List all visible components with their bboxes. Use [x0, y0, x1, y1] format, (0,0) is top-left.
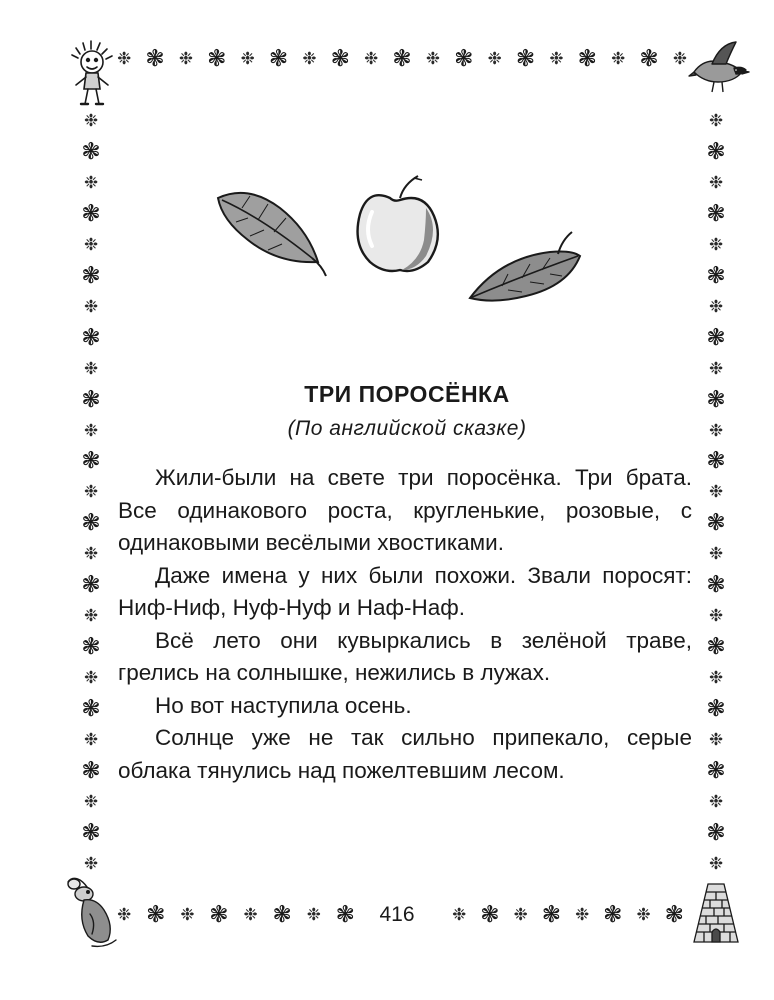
- snowflake-icon: ❉: [708, 296, 724, 317]
- leaf-icon: [470, 232, 580, 301]
- snowflake-icon: ❃: [330, 46, 350, 72]
- snowflake-icon: ❉: [708, 420, 724, 441]
- leaf-icon: [218, 193, 326, 276]
- snowflake-icon: ❉: [708, 668, 724, 689]
- snowflake-icon: ❉: [513, 905, 528, 925]
- stone-hut-icon: [690, 882, 742, 944]
- snowflake-icon: ❉: [708, 606, 724, 627]
- story-text: [118, 462, 692, 787]
- snowflake-icon: ❃: [664, 902, 684, 928]
- snowflake-icon: ❃: [706, 819, 726, 846]
- page-number: 416: [379, 903, 415, 926]
- snowflake-icon: ❃: [81, 324, 101, 351]
- snowflake-icon: ❃: [639, 46, 659, 72]
- snowflake-icon: ❃: [81, 819, 101, 846]
- snowflake-icon: ❉: [240, 49, 255, 69]
- snowflake-icon: ❉: [83, 791, 99, 812]
- snowflake-icon: ❉: [302, 49, 317, 69]
- snowflake-icon: ❃: [706, 572, 726, 599]
- snowflake-icon: ❉: [83, 668, 99, 689]
- snowflake-icon: ❃: [706, 448, 726, 475]
- right-ornament-border: [703, 113, 729, 873]
- snowflake-icon: ❉: [574, 905, 590, 925]
- snowflake-icon: ❃: [81, 448, 101, 475]
- apple-icon: [358, 176, 438, 271]
- snowflake-icon: ❉: [708, 544, 724, 565]
- snowflake-icon: ❉: [708, 853, 724, 874]
- snowflake-icon: ❉: [83, 172, 99, 193]
- bottom-right-ornament-border: [452, 904, 684, 927]
- snowflake-icon: ❉: [83, 111, 99, 131]
- story-subtitle: (По английской сказке): [287, 417, 527, 440]
- snowflake-icon: ❉: [549, 49, 564, 69]
- snowflake-icon: ❉: [708, 358, 724, 379]
- snowflake-icon: ❉: [364, 49, 379, 69]
- snowflake-icon: ❃: [145, 46, 165, 72]
- snowflake-icon: ❉: [83, 544, 99, 565]
- snowflake-icon: ❉: [83, 730, 99, 751]
- snowflake-icon: ❉: [178, 49, 193, 69]
- snowflake-icon: ❉: [452, 905, 467, 925]
- snowflake-icon: ❉: [708, 111, 724, 131]
- snowflake-icon: ❃: [209, 902, 229, 928]
- snowflake-icon: ❃: [268, 46, 289, 72]
- story-title: ТРИ ПОРОСЁНКА: [304, 381, 510, 407]
- snowflake-icon: ❉: [180, 905, 195, 925]
- snowflake-icon: ❃: [81, 138, 101, 165]
- bottom-left-ornament-border: [117, 904, 355, 927]
- snowflake-icon: ❃: [480, 902, 500, 928]
- snowflake-icon: ❉: [243, 905, 258, 925]
- snowflake-icon: ❃: [335, 902, 355, 928]
- snowflake-icon: ❃: [706, 138, 726, 165]
- snowflake-icon: ❃: [146, 902, 166, 928]
- snowflake-icon: ❉: [708, 791, 724, 812]
- snowflake-icon: ❉: [306, 905, 321, 925]
- snowflake-icon: ❃: [81, 386, 101, 413]
- left-ornament-border: [78, 113, 104, 873]
- snowflake-icon: ❃: [577, 46, 597, 72]
- snowflake-icon: ❃: [207, 46, 227, 72]
- snowflake-icon: ❃: [81, 510, 101, 537]
- snowflake-icon: ❃: [603, 902, 623, 928]
- top-ornament-border: [117, 48, 687, 71]
- snowflake-icon: ❉: [708, 482, 724, 503]
- snowflake-icon: ❃: [706, 386, 726, 413]
- story-paragraph: Солнце уже не так сильно припекало, серые облака тянулись над пожелтевшим лесом.: [118, 725, 692, 783]
- snowflake-icon: ❉: [117, 905, 132, 925]
- mouse-icon: [62, 872, 120, 950]
- snowflake-icon: ❉: [636, 905, 651, 925]
- snowflake-icon: ❃: [392, 46, 412, 72]
- snowflake-icon: ❃: [272, 902, 292, 928]
- snowflake-icon: ❉: [117, 49, 132, 69]
- snowflake-icon: ❃: [454, 46, 474, 72]
- snowflake-icon: ❉: [83, 482, 99, 503]
- snowflake-icon: ❃: [541, 902, 561, 928]
- story-paragraph: Жили-были на свете три поросёнка. Три брата. Все одинакового роста, кругленькие, розовые, с одинаковыми весёлыми хвостиками.: [118, 465, 692, 555]
- boy-figure-icon: [66, 40, 118, 110]
- snowflake-icon: ❃: [81, 758, 101, 785]
- snowflake-icon: ❃: [706, 510, 726, 537]
- snowflake-icon: ❃: [81, 262, 101, 289]
- snowflake-icon: ❉: [83, 296, 99, 317]
- snowflake-icon: ❉: [708, 234, 724, 255]
- snowflake-icon: ❉: [83, 234, 99, 255]
- snowflake-icon: ❃: [706, 200, 726, 227]
- story-paragraph: Но вот наступила осень.: [155, 692, 412, 718]
- snowflake-icon: ❃: [81, 200, 101, 227]
- snowflake-icon: ❉: [708, 730, 724, 751]
- bird-icon: [688, 38, 752, 98]
- snowflake-icon: ❃: [706, 634, 726, 661]
- snowflake-icon: ❃: [706, 758, 726, 785]
- snowflake-icon: ❃: [706, 324, 726, 351]
- snowflake-icon: ❉: [611, 49, 626, 69]
- snowflake-icon: ❉: [83, 420, 99, 441]
- snowflake-icon: ❃: [515, 46, 536, 72]
- snowflake-icon: ❃: [706, 262, 726, 289]
- snowflake-icon: ❉: [83, 358, 99, 379]
- story-paragraph: Всё лето они кувыркались в зелёной траве, грелись на солнышке, нежились в лужах.: [118, 627, 692, 685]
- snowflake-icon: ❉: [708, 172, 724, 193]
- snowflake-icon: ❉: [83, 853, 99, 874]
- snowflake-icon: ❉: [487, 49, 502, 69]
- snowflake-icon: ❉: [83, 606, 99, 627]
- snowflake-icon: ❃: [81, 634, 101, 661]
- snowflake-icon: ❃: [706, 696, 726, 723]
- snowflake-icon: ❃: [81, 572, 101, 599]
- story-paragraph: Даже имена у них были похожи. Звали поросят: Ниф-Ниф, Нуф-Нуф и Наф-Наф.: [118, 562, 692, 620]
- snowflake-icon: ❃: [81, 696, 101, 723]
- snowflake-icon: ❉: [425, 49, 440, 69]
- snowflake-icon: ❉: [672, 49, 687, 69]
- leaves-and-apple-illustration: [212, 168, 592, 308]
